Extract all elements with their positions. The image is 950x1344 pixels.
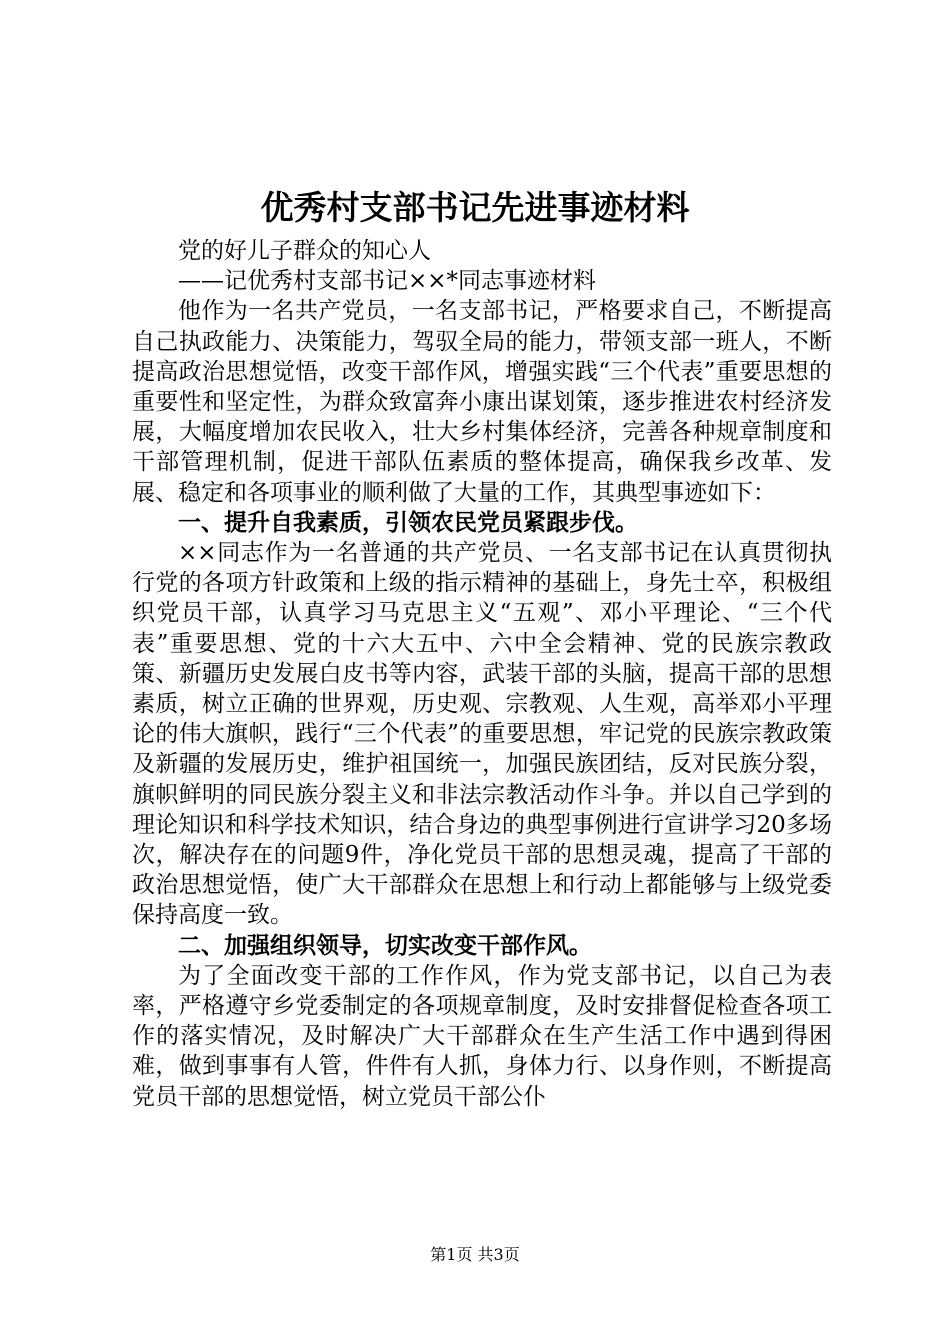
section-2-paragraph: 为了全面改变干部的工作作风，作为党支部书记，以自己为表率，严格遵守乡党委制定的各项规章制度，及时安排督促检查各项工作的落实情况，及时解决广大干部群众在生产生活工作中遇到得困难，做到事事有人管，件件有人抓，身体力行、以身作则，不断提高党员干部的思想觉悟，树立党员干部公仆 — [132, 962, 832, 1110]
document-body — [132, 236, 832, 1112]
subtitle: 党的好儿子群众的知心人 — [178, 238, 431, 264]
subtitle-byline: ——记优秀村支部书记××*同志事迹材料 — [178, 268, 597, 295]
document-title: 优秀村支部书记先进事迹材料 — [260, 188, 690, 227]
intro-paragraph: 他作为一名共产党员，一名支部书记，严格要求自己，不断提高自己执政能力、决策能力，驾驭全局的能力，带领支部一班人，不断提高政治思想觉悟，改变干部作风，增强实践“三个代表”重要思想的重要性和坚定性，为群众致富奔小康出谋划策，逐步推进农村经济发展，大幅度增加农民收入，壮大乡村集体经济，完善各种规章制度和干部管理机制，促进干部队伍素质的整体提高，确保我乡改革、发展、稳定和各项事业的顺利做了大量的工作，其典型事迹如下： — [132, 298, 832, 506]
section-heading-2: 二、加强组织领导，切实改变干部作风。 — [178, 932, 592, 959]
section-1-paragraph: ××同志作为一名普通的共产党员、一名支部书记在认真贯彻执行党的各项方针政策和上级的指示精神的基础上，身先士卒，积极组织党员干部，认真学习马克思主义“五观”、邓小平理论、“三个代表”重要思想、党的十六大五中、六中全会精神、党的民族宗教政策、新疆历史发展白皮书等内容，武装干部的头脑，提高干部的思想素质，树立正确的世界观，历史观、宗教观、人生观，高举邓小平理论的伟大旗帜，践行“三个代表”的重要思想，牢记党的民族宗教政策及新疆的发展历史，维护祖国统一，加强民族团结，反对民族分裂，旗帜鲜明的同民族分裂主义和非法宗教活动作斗争。并以自己学到的理论知识和科学技术知识，结合身边的典型事例进行宣讲学习20多场次，解决存在的问题9件，净化党员干部的思想灵魂，提高了干部的政治思想觉悟，使广大干部群众在思想上和行动上都能够与上级党委保持高度一致。 — [132, 540, 832, 929]
section-heading-1: 一、提升自我素质，引领农民党员紧跟步伐。 — [178, 509, 638, 536]
page-footer: 第1页 共3页 — [430, 1245, 520, 1264]
